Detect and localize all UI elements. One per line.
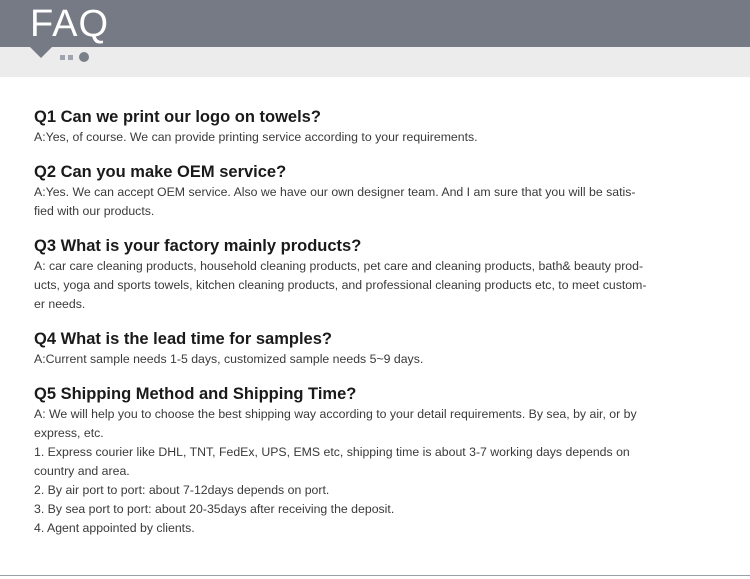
answer-line: 4. Agent appointed by clients. [34,521,195,535]
answer-line: fied with our products. [34,204,155,218]
dot-square-1 [60,55,65,60]
faq-item-q5 [34,383,724,538]
page-title: FAQ [30,3,110,45]
faq-answer [34,350,724,369]
faq-answer [34,128,724,147]
faq-item-q2 [34,161,724,221]
dot-square-2 [68,55,73,60]
faq-item-q4 [34,328,724,369]
faq-question: Q3 What is your factory mainly products? [34,237,362,255]
answer-line: A:Yes, of course. We can provide printing service according to your requirements. [34,130,478,144]
answer-line: express, etc. [34,426,104,440]
faq-question: Q4 What is the lead time for samples? [34,330,332,348]
answer-line: 2. By air port to port: about 7-12days depends on port. [34,483,330,497]
answer-line: ucts, yoga and sports towels, kitchen cleaning products, and professional cleaning products etc, to meet custom- [34,278,647,292]
faq-question: Q2 Can you make OEM service? [34,163,287,181]
decorative-dots [60,51,89,63]
faq-answer [34,257,724,314]
answer-line: country and area. [34,464,130,478]
answer-line: A: We will help you to choose the best shipping way according to your detail requirements. By sea, by air, or by [34,407,637,421]
header-bar [0,0,750,47]
faq-answer [34,183,724,221]
answer-line: A:Yes. We can accept OEM service. Also we have our own designer team. And I am sure that you will be satis- [34,185,636,199]
answer-line: er needs. [34,297,86,311]
answer-line: 1. Express courier like DHL, TNT, FedEx, UPS, EMS etc, shipping time is about 3-7 working days depends on [34,445,630,459]
answer-line: A: car care cleaning products, household cleaning products, pet care and cleaning products, bath& beauty prod- [34,259,644,273]
header-notch-pointer [30,47,52,58]
dot-circle [79,52,89,62]
faq-item-q1 [34,106,724,147]
faq-question: Q5 Shipping Method and Shipping Time? [34,385,357,403]
faq-list [34,106,724,552]
answer-line: 3. By sea port to port: about 20-35days after receiving the deposit. [34,502,395,516]
faq-question: Q1 Can we print our logo on towels? [34,108,321,126]
faq-answer [34,405,724,538]
bottom-divider [0,575,750,576]
faq-item-q3 [34,235,724,314]
answer-line: A:Current sample needs 1-5 days, customized sample needs 5~9 days. [34,352,424,366]
